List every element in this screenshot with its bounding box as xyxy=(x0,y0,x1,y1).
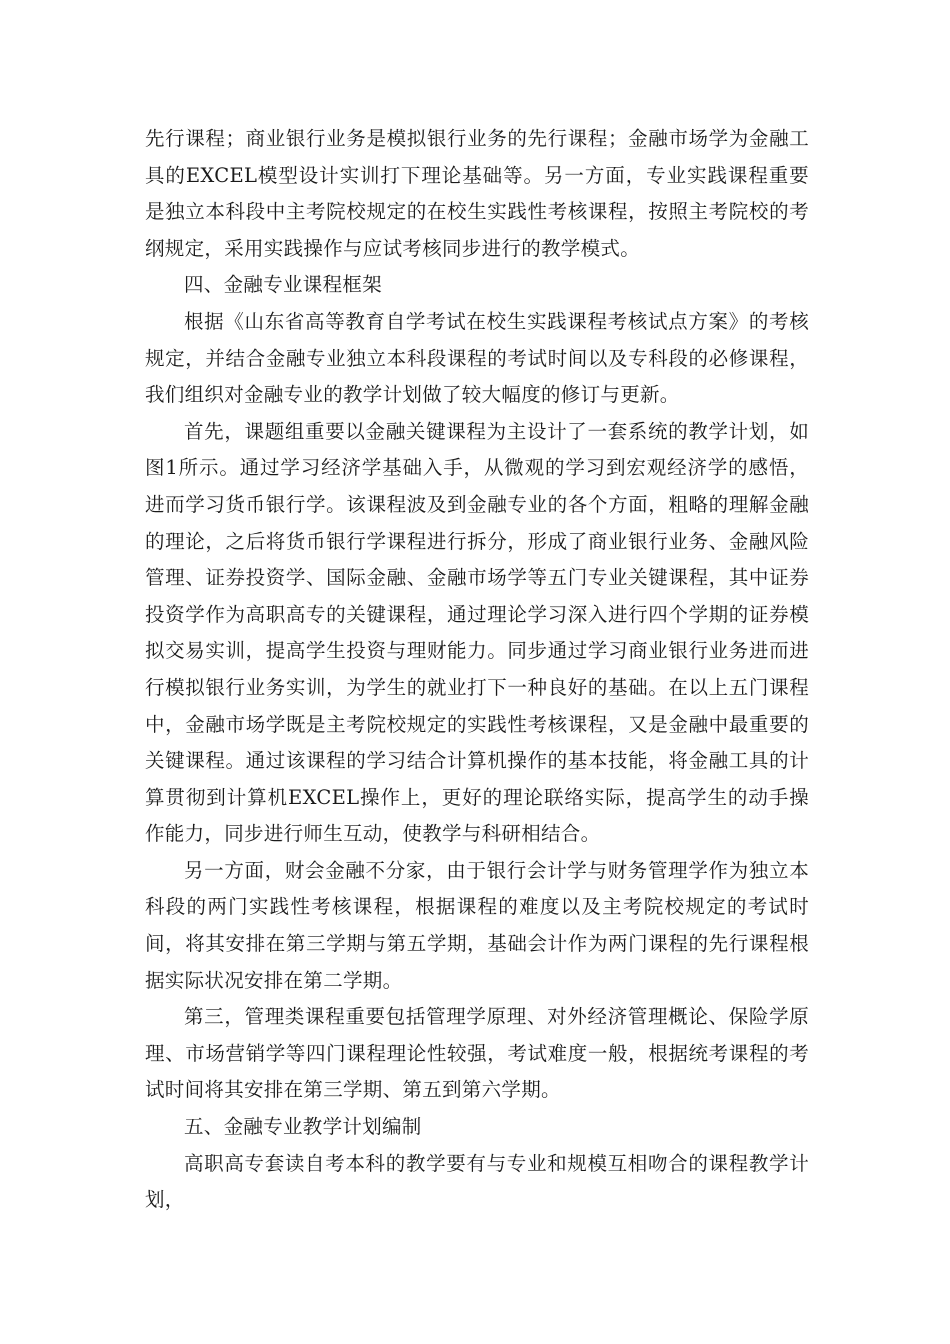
paragraph-4: 另一方面，财会金融不分家，由于银行会计学与财务管理学作为独立本科段的两门实践性考核课程，根据课程的难度以及主考院校规定的考试时间，将其安排在第三学期与第五学期，基础会计作为两门课程的先行课程根据实际状况安排在第二学期。 xyxy=(145,858,809,992)
document-body xyxy=(145,121,809,1219)
paragraph-5: 第三，管理类课程重要包括管理学原理、对外经济管理概论、保险学原理、市场营销学等四门课程理论性较强，考试难度一般，根据统考课程的考试时间将其安排在第三学期、第五到第六学期。 xyxy=(145,1005,809,1102)
paragraph-2: 根据《山东省高等教育自学考试在校生实践课程考核试点方案》的考核规定，并结合金融专业独立本科段课程的考试时间以及专科段的必修课程，我们组织对金融专业的教学计划做了较大幅度的修订与更新。 xyxy=(145,309,809,407)
section-heading-4: 四、金融专业课程框架 xyxy=(184,273,383,297)
paragraph-3: 首先，课题组重要以金融关键课程为主设计了一套系统的教学计划，如图1所示。通过学习经济学基础入手，从微观的学习到宏观经济学的感悟，进而学习货币银行学。该课程波及到金融专业的各个方面，粗略的理解金融的理论，之后将货币银行学课程进行拆分，形成了商业银行业务、金融风险管理、证券投资学、国际金融、金融市场学等五门专业关键课程，其中证券投资学作为高职高专的关键课程，通过理论学习深入进行四个学期的证券模拟交易实训，提高学生投资与理财能力。同步通过学习商业银行业务进而进行模拟银行业务实训，为学生的就业打下一种良好的基础。在以上五门课程中，金融市场学既是主考院校规定的实践性考核课程，又是金融中最重要的关键课程。通过该课程的学习结合计算机操作的基本技能，将金融工具的计算贯彻到计算机EXCEL操作上，更好的理论联络实际，提高学生的动手操作能力，同步进行师生互动，使教学与科研相结合。 xyxy=(145,419,809,846)
section-heading-5: 五、金融专业教学计划编制 xyxy=(184,1115,422,1139)
paragraph-6: 高职高专套读自考本科的教学要有与专业和规模互相吻合的课程教学计划， xyxy=(145,1151,809,1212)
paragraph-1: 先行课程；商业银行业务是模拟银行业务的先行课程；金融市场学为金融工具的EXCEL模型设计实训打下理论基础等。另一方面，专业实践课程重要是独立本科段中主考院校规定的在校生实践性考核课程，按照主考院校的考纲规定，采用实践操作与应试考核同步进行的教学模式。 xyxy=(145,127,809,260)
